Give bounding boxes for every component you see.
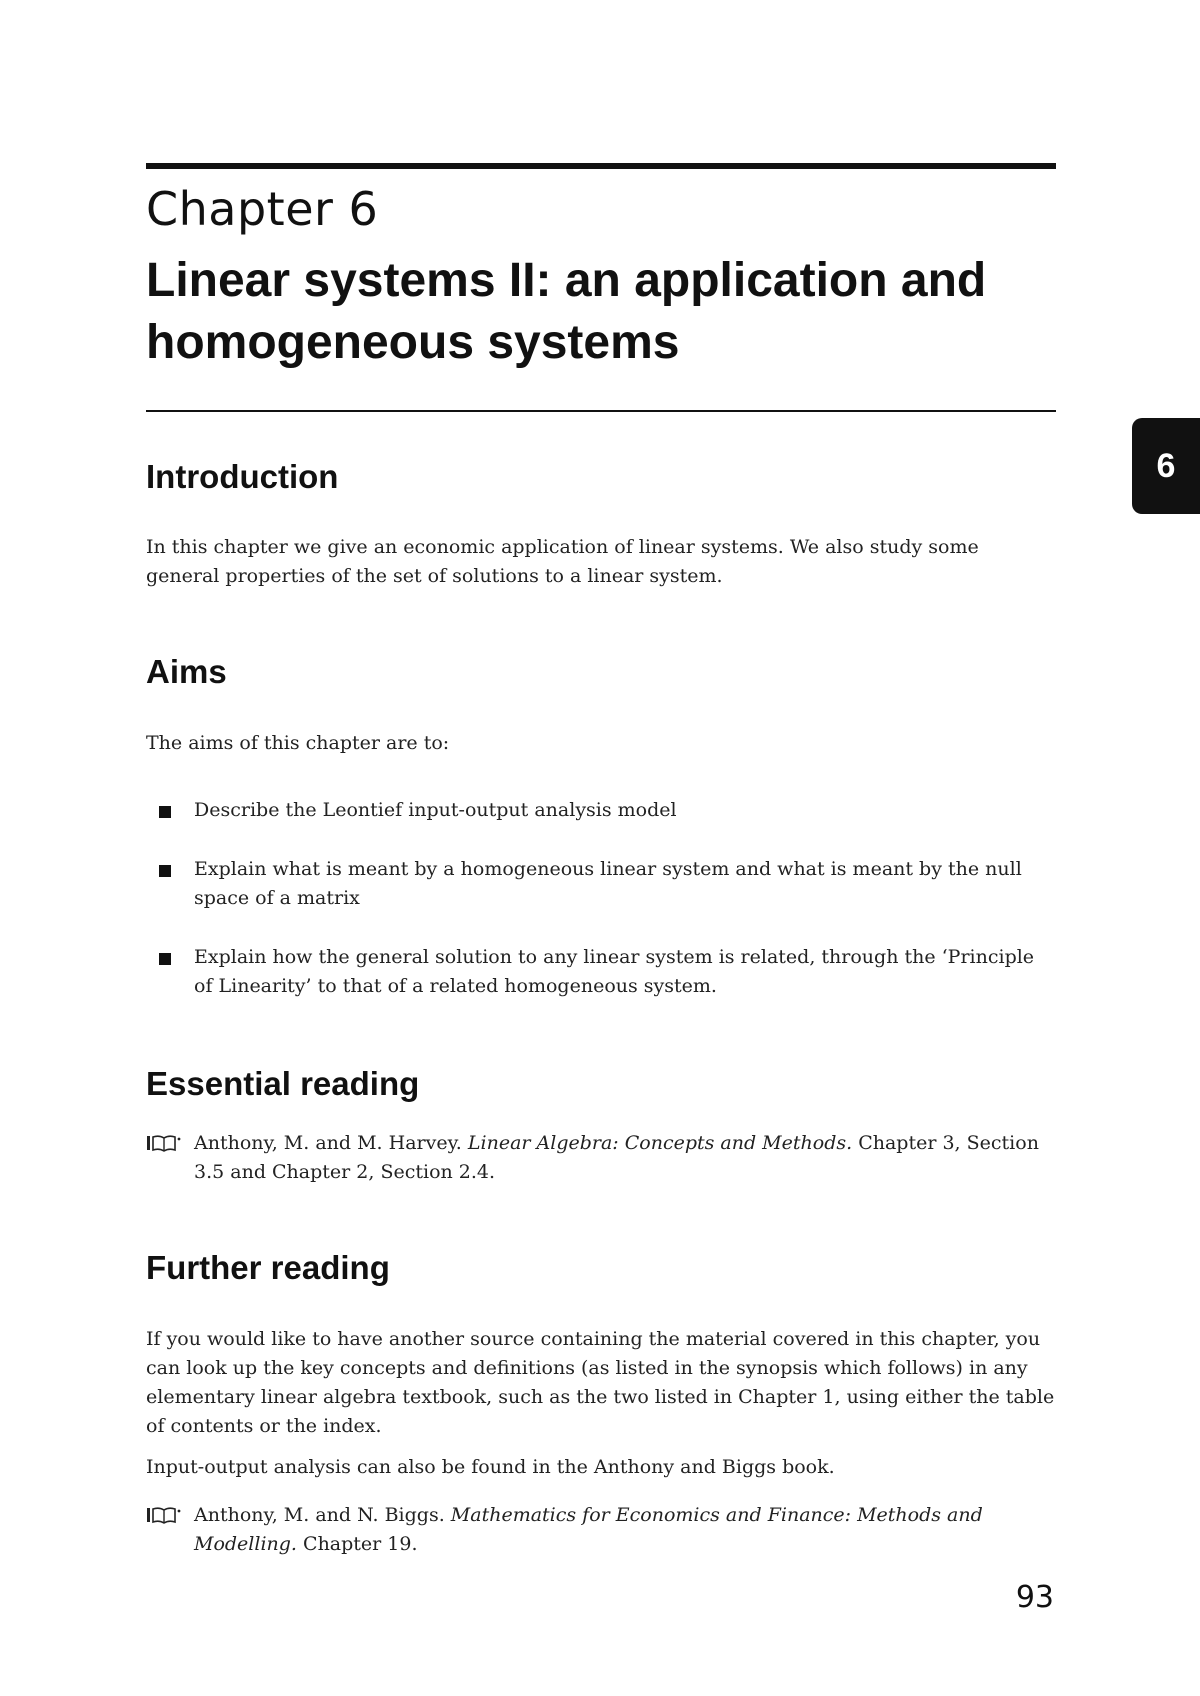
further-reading-note: Input-output analysis can also be found in the Anthony and Biggs book. (146, 1456, 835, 1478)
bullet-square-icon (159, 953, 171, 965)
further-author: Anthony, M. and N. Biggs. (194, 1504, 445, 1526)
chapter-label: Chapter 6 (146, 182, 379, 236)
list-item (146, 855, 1056, 913)
aims-list (146, 796, 1056, 1031)
further-reading-text: If you would like to have another source containing the material covered in this chapter, you can look up the key concepts and definitions (as listed in the synopsis which follows) in any elementary linear algebra textbook, such as the two listed in Chapter 1, using either the table of contents or the index. (146, 1328, 1055, 1437)
further-details: Chapter 19. (303, 1533, 418, 1555)
chapter-thumb-tab (1132, 418, 1200, 514)
top-rule (146, 163, 1056, 169)
essential-reading-entry (146, 1129, 1056, 1187)
aims-intro: The aims of this chapter are to: (146, 732, 450, 754)
bullet-square-icon (159, 865, 171, 877)
aim-text: Explain how the general solution to any linear system is related, through the ‘Principle of Linearity’ to that of a related homogeneous system. (194, 946, 1035, 997)
further-reading-entry (146, 1501, 1056, 1559)
list-item (146, 943, 1056, 1001)
aim-text: Describe the Leontief input-output analysis model (194, 799, 677, 821)
aims-heading: Aims (146, 653, 227, 690)
chapter-tab-number: 6 (1156, 446, 1176, 485)
bullet-square-icon (159, 806, 171, 818)
list-item (146, 796, 1056, 825)
essential-reading-heading: Essential reading (146, 1065, 420, 1102)
essential-author: Anthony, M. and M. Harvey. (194, 1132, 462, 1154)
essential-details: Chapter 3, Section 3.5 and Chapter 2, Section 2.4. (194, 1132, 1039, 1183)
introduction-text: In this chapter we give an economic application of linear systems. We also study some general properties of the set of solutions to a linear system. (146, 536, 979, 587)
book-icon (146, 1134, 182, 1152)
further-book-title: Mathematics for Economics and Finance: Methods and Modelling. (194, 1504, 983, 1555)
title-rule (146, 410, 1056, 412)
essential-book-title: Linear Algebra: Concepts and Methods. (467, 1132, 853, 1154)
aim-text: Explain what is meant by a homogeneous linear system and what is meant by the null space of a matrix (194, 858, 1022, 909)
page-number: 93 (1015, 1580, 1054, 1615)
introduction-heading: Introduction (146, 458, 339, 495)
book-icon (146, 1506, 182, 1524)
further-reading-heading: Further reading (146, 1249, 390, 1286)
chapter-title: Linear systems II: an application and homogeneous systems (146, 254, 987, 369)
